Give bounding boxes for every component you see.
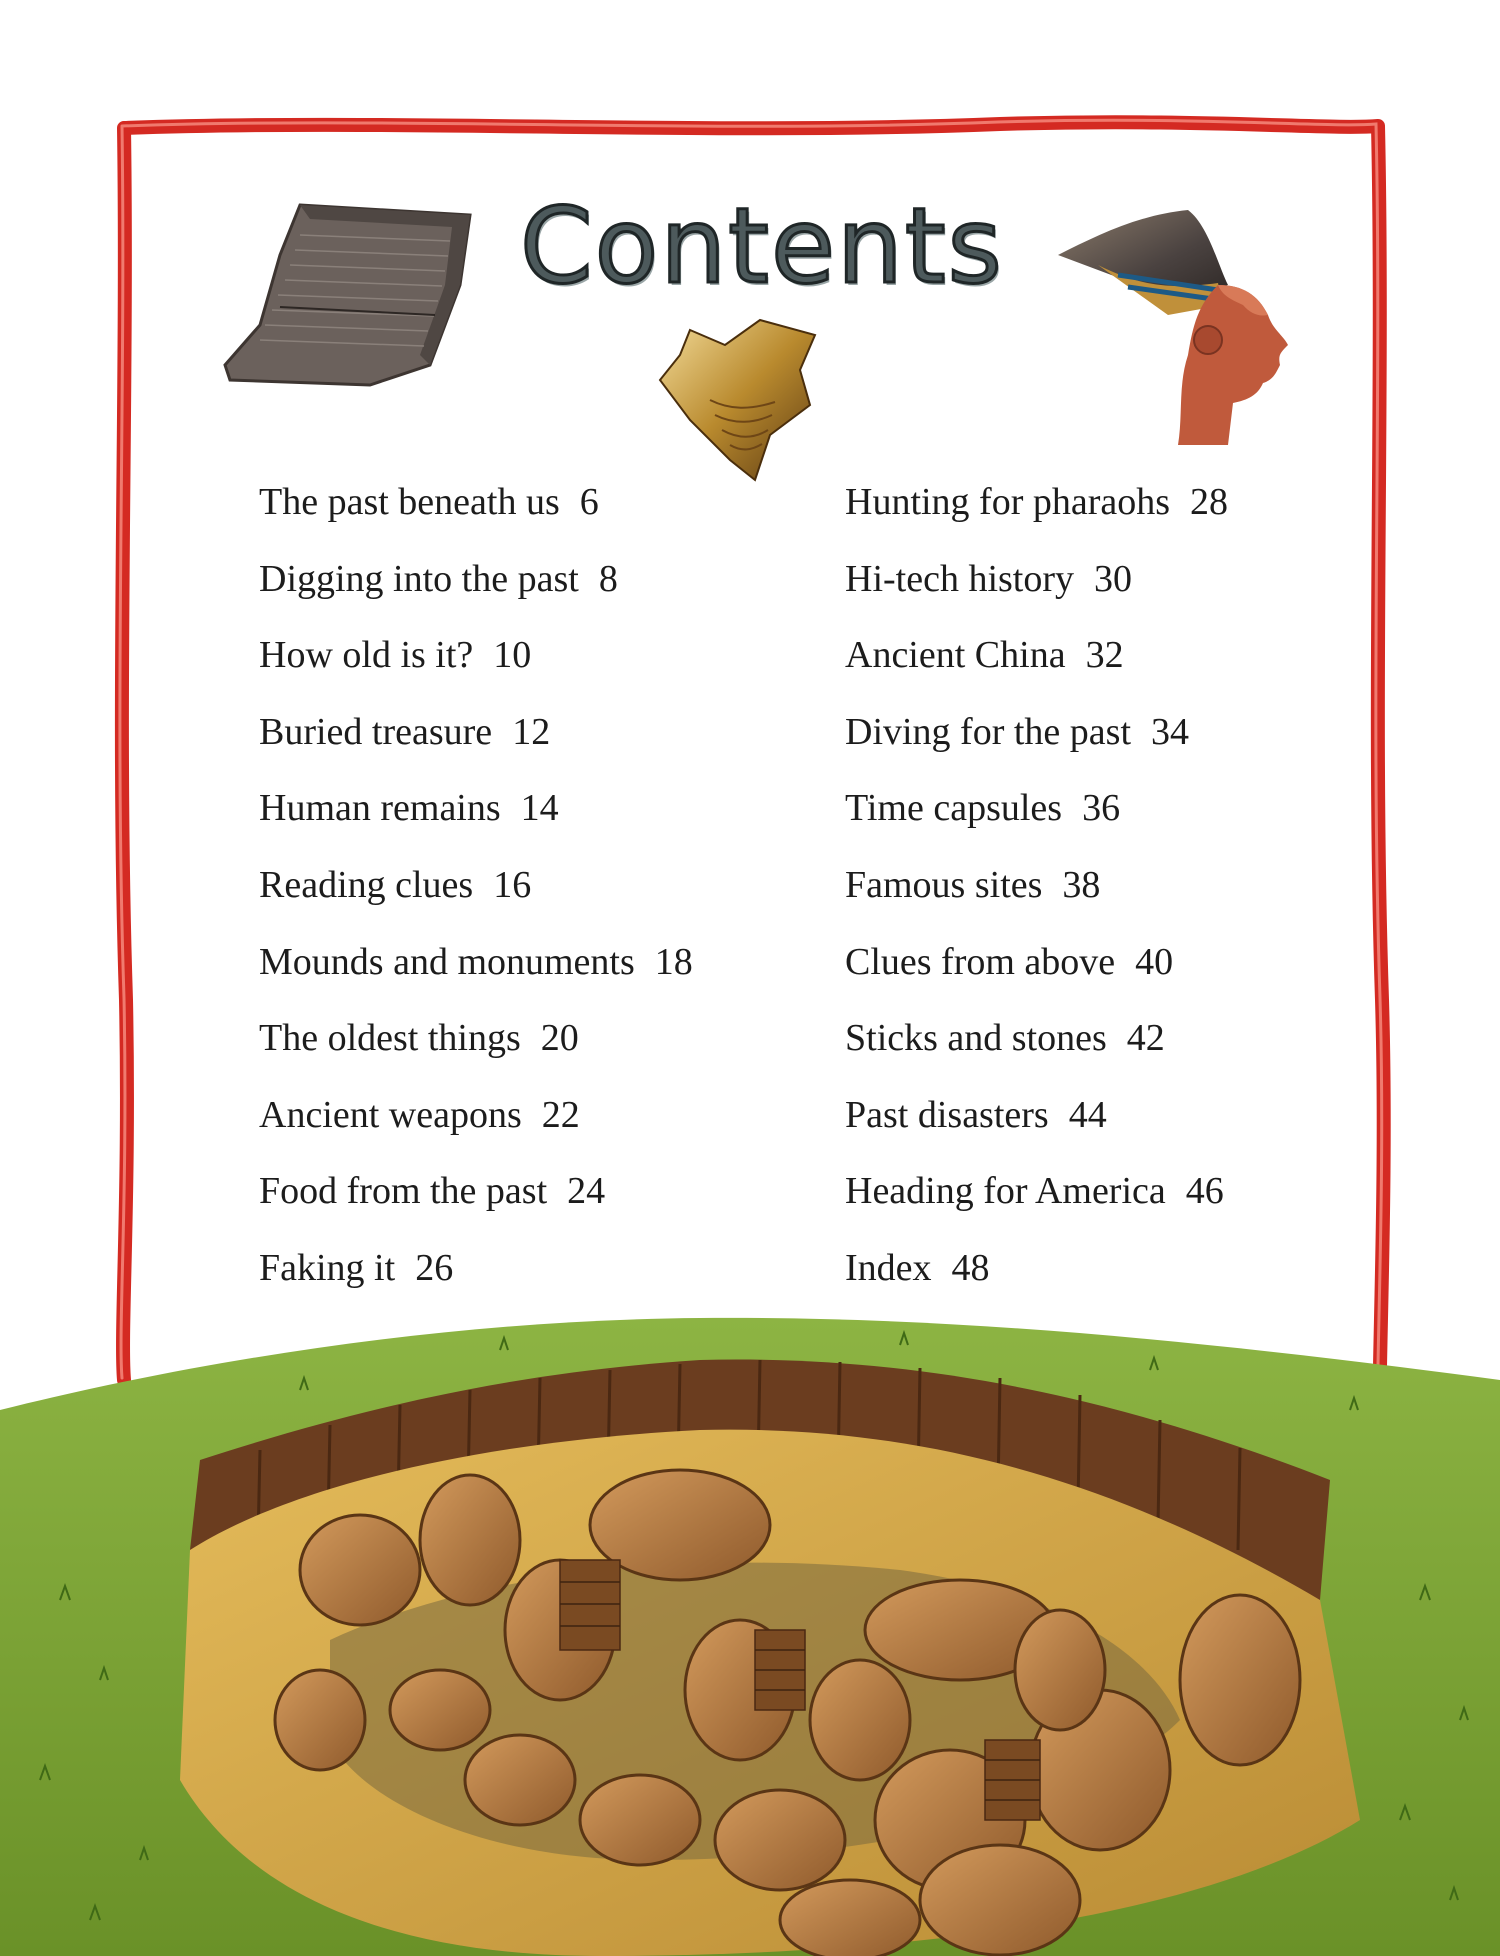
toc-entry-page: 40: [1135, 940, 1174, 983]
toc-entry[interactable]: [259, 1014, 693, 1091]
toc-entry[interactable]: [259, 708, 693, 785]
toc-entry[interactable]: [845, 1014, 1228, 1091]
toc-entry-title: Faking it: [259, 1246, 396, 1289]
toc-entry-title: The past beneath us: [259, 481, 560, 523]
toc-entry[interactable]: [259, 555, 693, 632]
toc-entry-title: Ancient weapons: [259, 1093, 522, 1136]
toc-entry-title: Time capsules: [845, 787, 1063, 830]
toc-entry[interactable]: [845, 555, 1228, 632]
toc-entry-title: Famous sites: [845, 863, 1043, 906]
toc-entry-title: Index: [845, 1246, 932, 1289]
gold-artifact-illustration: [650, 310, 830, 490]
toc-entry-title: Reading clues: [259, 863, 474, 906]
toc-entry[interactable]: [259, 784, 693, 861]
toc-entry[interactable]: [845, 861, 1228, 938]
toc-entry-page: 10: [493, 634, 532, 677]
toc-entry-page: 6: [579, 481, 599, 523]
toc-right-column: [845, 478, 1228, 1321]
toc-entry-page: 20: [540, 1017, 579, 1060]
toc-entry[interactable]: [845, 938, 1228, 1015]
toc-entry-page: 44: [1068, 1093, 1107, 1136]
toc-entry-page: 24: [567, 1170, 606, 1213]
toc-entry-page: 8: [598, 557, 618, 600]
toc-entry-title: Buried treasure: [259, 710, 493, 753]
toc-entry-title: Ancient China: [845, 634, 1066, 677]
toc-entry[interactable]: [845, 631, 1228, 708]
toc-entry-title: How old is it?: [259, 634, 474, 677]
toc-entry[interactable]: [259, 861, 693, 938]
toc-entry[interactable]: [845, 1167, 1228, 1244]
toc-entry[interactable]: [259, 1167, 693, 1244]
toc-entry-page: 46: [1185, 1170, 1224, 1213]
toc-entry[interactable]: [259, 938, 693, 1015]
stone-tablet-illustration: [220, 195, 480, 395]
toc-entry[interactable]: [259, 478, 693, 555]
toc-entry-title: Hi-tech history: [845, 557, 1075, 600]
toc-entry-title: Heading for America: [845, 1170, 1166, 1213]
toc-entry-page: 34: [1151, 710, 1190, 753]
toc-entry-title: Mounds and monuments: [259, 940, 635, 983]
toc-entry-page: 38: [1062, 863, 1101, 906]
toc-entry-page: 16: [493, 863, 532, 906]
toc-entry-title: Diving for the past: [845, 710, 1132, 753]
toc-entry-page: 32: [1085, 634, 1124, 677]
toc-entry-title: Sticks and stones: [845, 1017, 1107, 1060]
toc-entry-page: 48: [951, 1246, 990, 1289]
toc-left-column: [259, 478, 693, 1321]
toc-entry[interactable]: [845, 784, 1228, 861]
toc-entry-page: 22: [541, 1093, 580, 1136]
toc-entry-title: Digging into the past: [259, 557, 579, 600]
toc-entry-page: 26: [415, 1246, 454, 1289]
toc-entry-page: 42: [1126, 1017, 1165, 1060]
toc-entry-page: 14: [520, 787, 559, 830]
toc-entry-title: Past disasters: [845, 1093, 1049, 1136]
toc-entry-page: 30: [1094, 557, 1133, 600]
toc-entry-page: 18: [654, 940, 693, 983]
toc-entry[interactable]: [259, 631, 693, 708]
toc-entry-title: Human remains: [259, 787, 501, 830]
toc-entry-title: Food from the past: [259, 1170, 548, 1213]
excavated-tomb-illustration: [0, 1300, 1500, 1956]
toc-entry-page: 28: [1190, 481, 1229, 523]
toc-entry-page: 36: [1082, 787, 1121, 830]
toc-entry[interactable]: [259, 1091, 693, 1168]
toc-entry-title: Hunting for pharaohs: [845, 481, 1171, 523]
toc-entry[interactable]: [845, 708, 1228, 785]
toc-entry[interactable]: [845, 478, 1228, 555]
toc-entry-title: The oldest things: [259, 1017, 521, 1060]
pharaoh-bust-illustration: [1058, 205, 1328, 445]
toc-entry-page: 12: [512, 710, 551, 753]
page-title: Contents: [520, 185, 1004, 307]
toc-entry[interactable]: [845, 1091, 1228, 1168]
toc-entry-title: Clues from above: [845, 940, 1116, 983]
